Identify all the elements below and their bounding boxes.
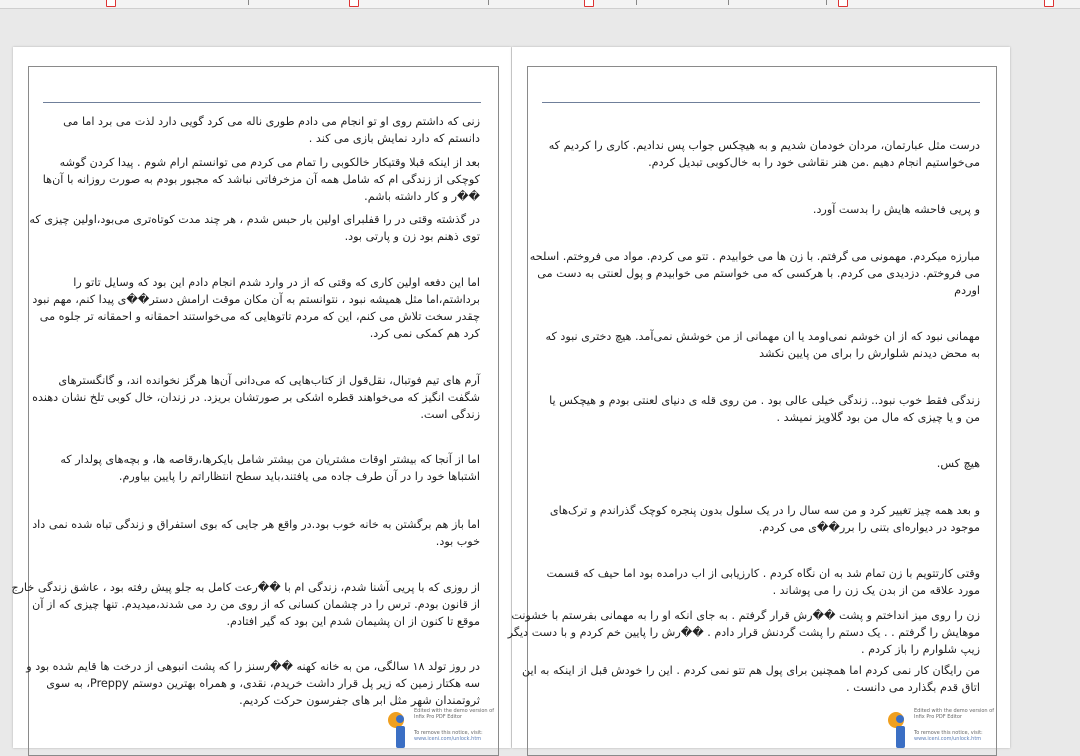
text-line: اتاق قدم بگذارد می دانست . xyxy=(846,681,980,694)
text-line: می فروختم. دزدیدی می کردم. با هرکسی که می خواستم می خوابیدم و پول لعنتی به دست می xyxy=(537,267,980,280)
text-line: ثروتمندان شهر مثل ابر های جفرسون حرکت کردیم. xyxy=(239,694,480,707)
header-rule xyxy=(43,102,481,103)
paragraph xyxy=(507,607,980,658)
paragraph xyxy=(521,662,980,696)
text-line: بعد از اینکه قبلا وقتیکار خالکوبی را تمام می کردم می توانستم ارام شوم . پیدا کردن گوشه xyxy=(59,156,480,169)
paragraph xyxy=(40,154,480,205)
watermark-link[interactable]: www.iceni.com/unlock.htm xyxy=(914,736,982,742)
text-line: در گذشته وقتی در را قفلبرای اولین بار حبس شدم ، هر چند مدت کوتاه‌تری می‌بود،اولین چیزی که xyxy=(29,213,480,226)
text-line: شگفت انگیز که می‌خواهند قطره اشکی بر صورتشان بریزد. در زندان، خال کوبی تلخ نشان دهنده xyxy=(32,391,480,404)
text-line: و پریی فاحشه هایش را بدست آورد. xyxy=(812,203,980,216)
demo-watermark xyxy=(886,702,1006,748)
bookmark-icon[interactable] xyxy=(349,0,359,7)
text-line: چقدر سخت تلاش می کنم، این که مردم تاتوهایی که می‌خواستند احمقانه و احمقانه تر جلوه می xyxy=(39,310,480,323)
watermark-line: Edited with the demo version of xyxy=(414,708,495,714)
watermark-line: Infix Pro PDF Editor xyxy=(414,714,462,720)
text-line: اشتباها خود را در آن طرف جاده می یافتند،باید سطح انتظاراتم را پایین بیاورم. xyxy=(118,470,480,483)
ruler-tick xyxy=(728,0,729,5)
text-line: موقع تا کنون از ان پشیمان شدم این بود که گیر افتادم. xyxy=(226,615,480,628)
paragraph xyxy=(540,565,980,599)
logo-i-dot xyxy=(396,715,404,723)
text-line: وقتی کارتتویم با زن تمام شد به ان نگاه کردم . کارزیابی از اب درامده بود اما حیف که قسمت xyxy=(546,567,980,580)
watermark-line: To remove this notice, visit: xyxy=(914,730,983,736)
paragraph xyxy=(29,211,480,245)
text-line: زندگی است. xyxy=(420,408,480,421)
text-line: کوچکی از زندگی ام که شامل همه آن مزخرفاتی نباشد که مجبور بودم به صورت روزانه با آن‌ها xyxy=(42,173,480,186)
demo-watermark xyxy=(386,702,506,748)
text-line: به محض دیدنم شلوارش را برای من پایین نکشد xyxy=(759,347,980,360)
paragraph xyxy=(32,274,480,342)
text-line: خوب بود. xyxy=(435,535,480,548)
text-line: کرد هم کمکی نمی کرد. xyxy=(369,327,480,340)
paragraph xyxy=(529,248,980,299)
text-line: ��ر و کار داشته باشم. xyxy=(364,190,480,203)
text-line: از قانون بودم. ترس را در چشمان کسانی که از روی من رد می شدند،میدیدم. تنها چیزی که از آن xyxy=(32,598,480,611)
text-line: زن را روی میز انداختم و پشت ��رش قرار گرفتم . به جای انکه او را به مهمانی بفرستم با خشونت xyxy=(511,609,980,622)
text-line: می‌خواستیم انجام دهیم .من هنر نقاشی خود را به خال‌کوبی تبدیل کردم. xyxy=(648,156,980,169)
text-line: سه هکتار زمین که زیر پل قرار داشت خریدم، نقدی، و همراه بهترین دوستم Preppy، به سوی xyxy=(46,677,480,690)
paragraph xyxy=(540,502,980,536)
text-line: اوردم xyxy=(954,284,980,297)
paragraph xyxy=(540,392,980,426)
watermark-line: Infix Pro PDF Editor xyxy=(914,714,962,720)
text-line: توی ذهنم بود زن و پارتی بود. xyxy=(344,230,480,243)
text-line: درست مثل عبارتمان، مردان خودمان شدیم و به هیچکس جواب پس ندادیم. کاری را کردیم که xyxy=(548,139,980,152)
text-line: زندگی فقط خوب نبود.. زندگی خیلی عالی بود . من روی قله ی دنیای لعنتی بودم و هیچکس یا xyxy=(549,394,980,407)
text-line: و بعد همه چیز تغییر کرد و من سه سال را در یک سلول بدون پنجره کوچک گذراندم و ترک‌های xyxy=(549,504,980,517)
ruler-tick xyxy=(248,0,249,5)
infix-logo-icon xyxy=(386,708,416,748)
bookmark-icon[interactable] xyxy=(838,0,848,7)
text-line: از روزی که با پریی آشنا شدم، زندگی ام با ��رعت کامل به جلو پیش رفته بود ، عاشق زندگی خارج xyxy=(11,581,480,594)
paragraph xyxy=(540,137,980,171)
ruler-tick xyxy=(636,0,637,5)
logo-bar xyxy=(896,726,905,748)
paragraph xyxy=(32,372,480,423)
text-line: در روز تولد ۱۸ سالگی، من به خانه کهنه ��رسنز را که پشت انبوهی از درخت ها قایم شده بود و xyxy=(26,660,480,673)
header-rule xyxy=(542,102,980,103)
paragraph xyxy=(540,201,980,218)
ruler-tick xyxy=(488,0,489,5)
text-line: مبارزه میکردم. مهمونی می گرفتم. با زن ها می خوابیدم . تتو می کردم. مواد می فروختم. اسلحه xyxy=(529,250,980,263)
paragraph xyxy=(11,579,480,630)
text-line: اما باز هم برگشتن به خانه خوب بود.در واقع هر جایی که بوی استفراق و زندگی تباه شده نمی داد xyxy=(32,518,480,531)
paragraph xyxy=(32,516,480,550)
ruler-tick xyxy=(826,0,827,5)
text-line: مورد علاقه من از بدن یک زن را می پوشاند . xyxy=(772,584,980,597)
text-line: هیچ کس. xyxy=(936,457,980,470)
paragraph xyxy=(540,455,980,472)
infix-logo-icon xyxy=(886,708,916,748)
logo-bar xyxy=(396,726,405,748)
bookmark-icon[interactable] xyxy=(584,0,594,7)
paragraph xyxy=(40,451,480,485)
toolbar-strip xyxy=(0,0,1080,9)
text-line: اما این دفعه اولین کاری که وقتی که از در وارد شدم انجام دادم این بود که وسایل تاتو را xyxy=(73,276,480,289)
text-line: اما از آنجا که بیشتر اوقات مشتریان من بیشتر شامل بایکرها،رقاصه ها، و بچه‌های پولدار که xyxy=(60,453,480,466)
text-line: موجود در دیواره‌ای بتنی را برر��ی می کردم. xyxy=(758,521,980,534)
text-line: من رایگان کار نمی کردم اما همچنین برای پول هم تتو نمی کردم . این را خودش قبل از اینکه به این xyxy=(521,664,980,677)
text-line: موهایش را گرفتم . . یک دستم را پشت گردنش قرار دادم . ��رش را پایین خم کردم و با دست دیگر xyxy=(507,626,980,639)
watermark-link[interactable]: www.iceni.com/unlock.htm xyxy=(414,736,482,742)
text-line: برداشتم،اما مثل همیشه نبود ، نتوانستم به آن مکان موقت ارامش دستر��ی پیدا کنم، مهم نبود xyxy=(32,293,480,306)
paragraph xyxy=(540,328,980,362)
text-line: من و یا چیزی که مال من بود گلاویز نمیشد . xyxy=(776,411,980,424)
text-line: مهمانی نبود که از ان خوشم نمی‌اومد یا ان مهمانی از من خوشش نمی‌آمد. هیچ دختری نبود که xyxy=(545,330,980,343)
text-line: زنی که داشتم روی او تو انجام می دادم طوری ناله می کرد گویی دارد لذت می برد اما می xyxy=(63,115,480,128)
watermark-line: To remove this notice, visit: xyxy=(414,730,483,736)
text-line: دانستم که دارد نمایش بازی می کند . xyxy=(308,132,480,145)
bookmark-icon[interactable] xyxy=(1044,0,1054,7)
text-line: آرم های تیم فوتبال، نقل‌قول از کتاب‌هایی که می‌دانی آن‌ها هرگز نخوانده اند، و گانگسترهای xyxy=(58,374,480,387)
paragraph xyxy=(40,113,480,147)
logo-i-dot xyxy=(896,715,904,723)
text-line: زیپ شلوارم را باز کردم . xyxy=(861,643,980,656)
bookmark-icon[interactable] xyxy=(106,0,116,7)
watermark-line: Edited with the demo version of xyxy=(914,708,995,714)
